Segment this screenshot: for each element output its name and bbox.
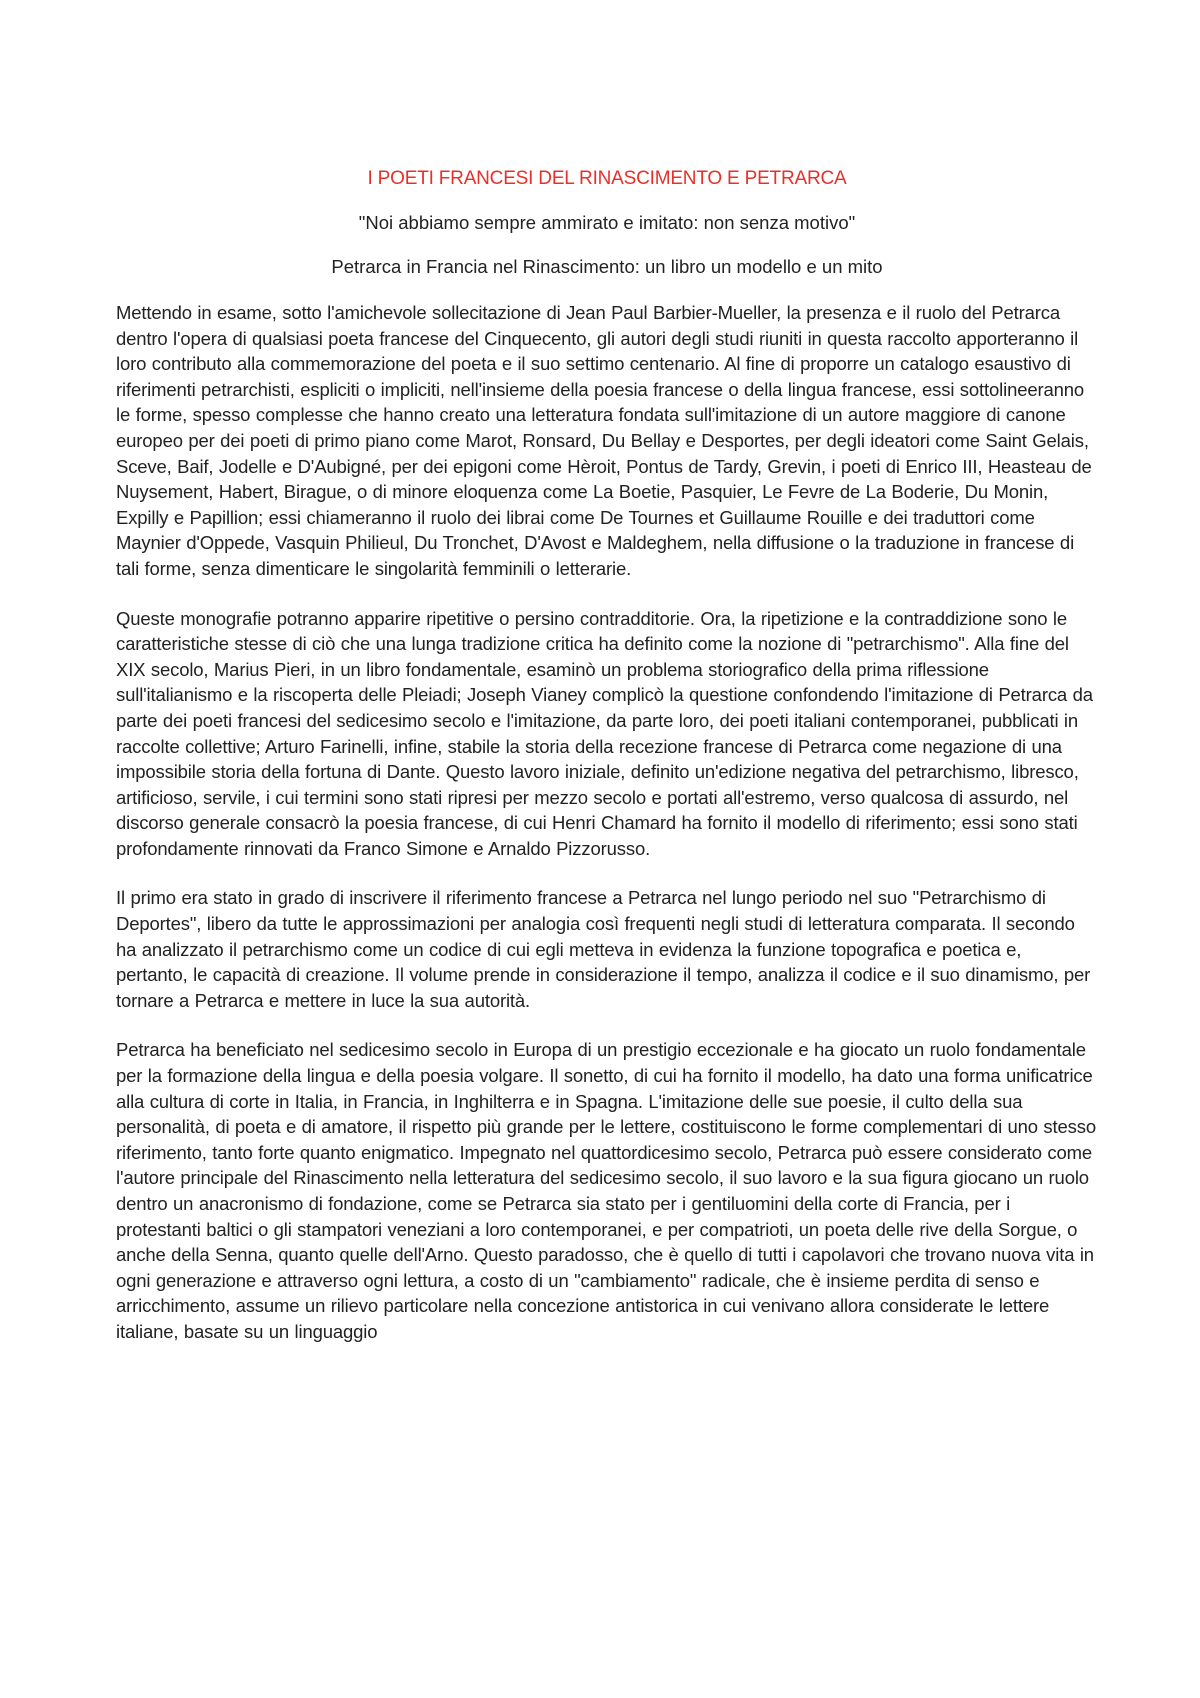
body-paragraph-2: Queste monografie potranno apparire ripetitive o persino contradditorie. Ora, la ripetizione e la contraddizione sono le caratteristiche stesse di ciò che una lunga tradizione critica ha definito come la nozione di "petrarchismo". Alla fine del XIX secolo, Marius Pieri, in un libro fondamentale, esaminò un problema storiografico della prima riflessione sull'italianismo e la riscoperta delle Pleiadi; Joseph Vianey complicò la questione confondendo l'imitazione di Petrarca da parte dei poeti francesi del sedicesimo secolo e l'imitazione, da parte loro, dei poeti italiani contemporanei, pubblicati in raccolte collettive; Arturo Farinelli, infine, stabile la storia della recezione francese di Petrarca come negazione di una impossibile storia della fortuna di Dante. Questo lavoro iniziale, definito un'edizione negativa del petrarchismo, libresco, artificioso, servile, i cui termini sono stati ripresi per mezzo secolo e portati all'estremo, verso qualcosa di assurdo, nel discorso generale consacrò la poesia francese, di cui Henri Chamard ha fornito il modello di riferimento; essi sono stati profondamente rinnovati da Franco Simone e Arnaldo Pizzorusso. xyxy=(116,607,1093,859)
document-subtitle: Petrarca in Francia nel Rinascimento: un libro un modello e un mito xyxy=(331,256,883,277)
body-paragraph-4: Petrarca ha beneficiato nel sedicesimo secolo in Europa di un prestigio eccezionale e ha giocato un ruolo fondamentale per la formazione della lingua e della poesia volgare. Il sonetto, di cui ha fornito il modello, ha dato una forma unificatrice alla cultura di corte in Italia, in Francia, in Inghilterra e in Spagna. L'imitazione delle sue poesie, il culto della sua personalità, di poeta e di amatore, il rispetto più grande per le lettere, costituiscono le forme complementari di uno stesso riferimento, tanto forte quanto enigmatico. Impegnato nel quattordicesimo secolo, Petrarca può essere considerato come l'autore principale del Rinascimento nella letteratura del sedicesimo secolo, il suo lavoro e la sua figura giocano un ruolo dentro un anacronismo di fondazione, come se Petrarca sia stato per i gentiluomini della corte di Francia, per i protestanti baltici o gli stampatori veneziani a loro contemporanei, e per compatrioti, un poeta delle rive della Sorgue, o anche della Senna, quanto quelle dell'Arno. Questo paradosso, che è quello di tutti i capolavori che trovano nuova vita in ogni generazione e attraverso ogni lettura, a costo di un "cambiamento" radicale, che è insieme perdita di senso e arricchimento, assume un rilievo particolare nella concezione antistorica in cui venivano allora considerate le lettere italiane, basate su un linguaggio xyxy=(116,1039,1097,1342)
body-paragraph-3: Il primo era stato in grado di inscrivere il riferimento francese a Petrarca nel lungo periodo nel suo "Petrarchismo di Deportes", libero da tutte le approssimazioni per analogia così frequenti negli studi di letteratura comparata. Il secondo ha analizzato il petrarchismo come un codice di cui egli metteva in evidenza la funzione topografica e poetica e, pertanto, le capacità di creazione. Il volume prende in considerazione il tempo, analizza il codice e il suo dinamismo, per tornare a Petrarca e mettere in luce la sua autorità. xyxy=(116,887,1091,1011)
document-quote: "Noi abbiamo sempre ammirato e imitato: non senza motivo" xyxy=(358,212,856,233)
document-title: I POETI FRANCESI DEL RINASCIMENTO E PETRARCA xyxy=(367,168,847,189)
body-paragraph-1: Mettendo in esame, sotto l'amichevole sollecitazione di Jean Paul Barbier-Mueller, la presenza e il ruolo del Petrarca dentro l'opera di qualsiasi poeta francese del Cinquecento, gli autori degli studi riuniti in questa raccolto apporteranno il loro contributo alla commemorazione del poeta e il suo settimo centenario. Al fine di proporre un catalogo esaustivo di riferimenti petrarchisti, espliciti o impliciti, nell'insieme della poesia francese o della lingua francese, essi sottolineeranno le forme, spesso complesse che hanno creato una letteratura fondata sull'imitazione di un autore maggiore di canone europeo per dei poeti di primo piano come Marot, Ronsard, Du Bellay e Desportes, per degli ideatori come Saint Gelais, Sceve, Baif, Jodelle e D'Aubigné, per dei epigoni come Hèroit, Pontus de Tardy, Grevin, i poeti di Enrico III, Heasteau de Nuysement, Habert, Birague, o di minore eloquenza come La Boetie, Pasquier, Le Fevre de La Boderie, Du Monin, Expilly e Papillion; essi chiameranno il ruolo dei librai come De Tournes et Guillaume Rouille e dei traduttori come Maynier d'Oppede, Vasquin Philieul, Du Tronchet, D'Avost e Maldeghem, nella diffusione o la traduzione in francese di tali forme, senza dimenticare le singolarità femminili o letterarie. xyxy=(116,302,1092,579)
document-page xyxy=(116,166,1098,1369)
